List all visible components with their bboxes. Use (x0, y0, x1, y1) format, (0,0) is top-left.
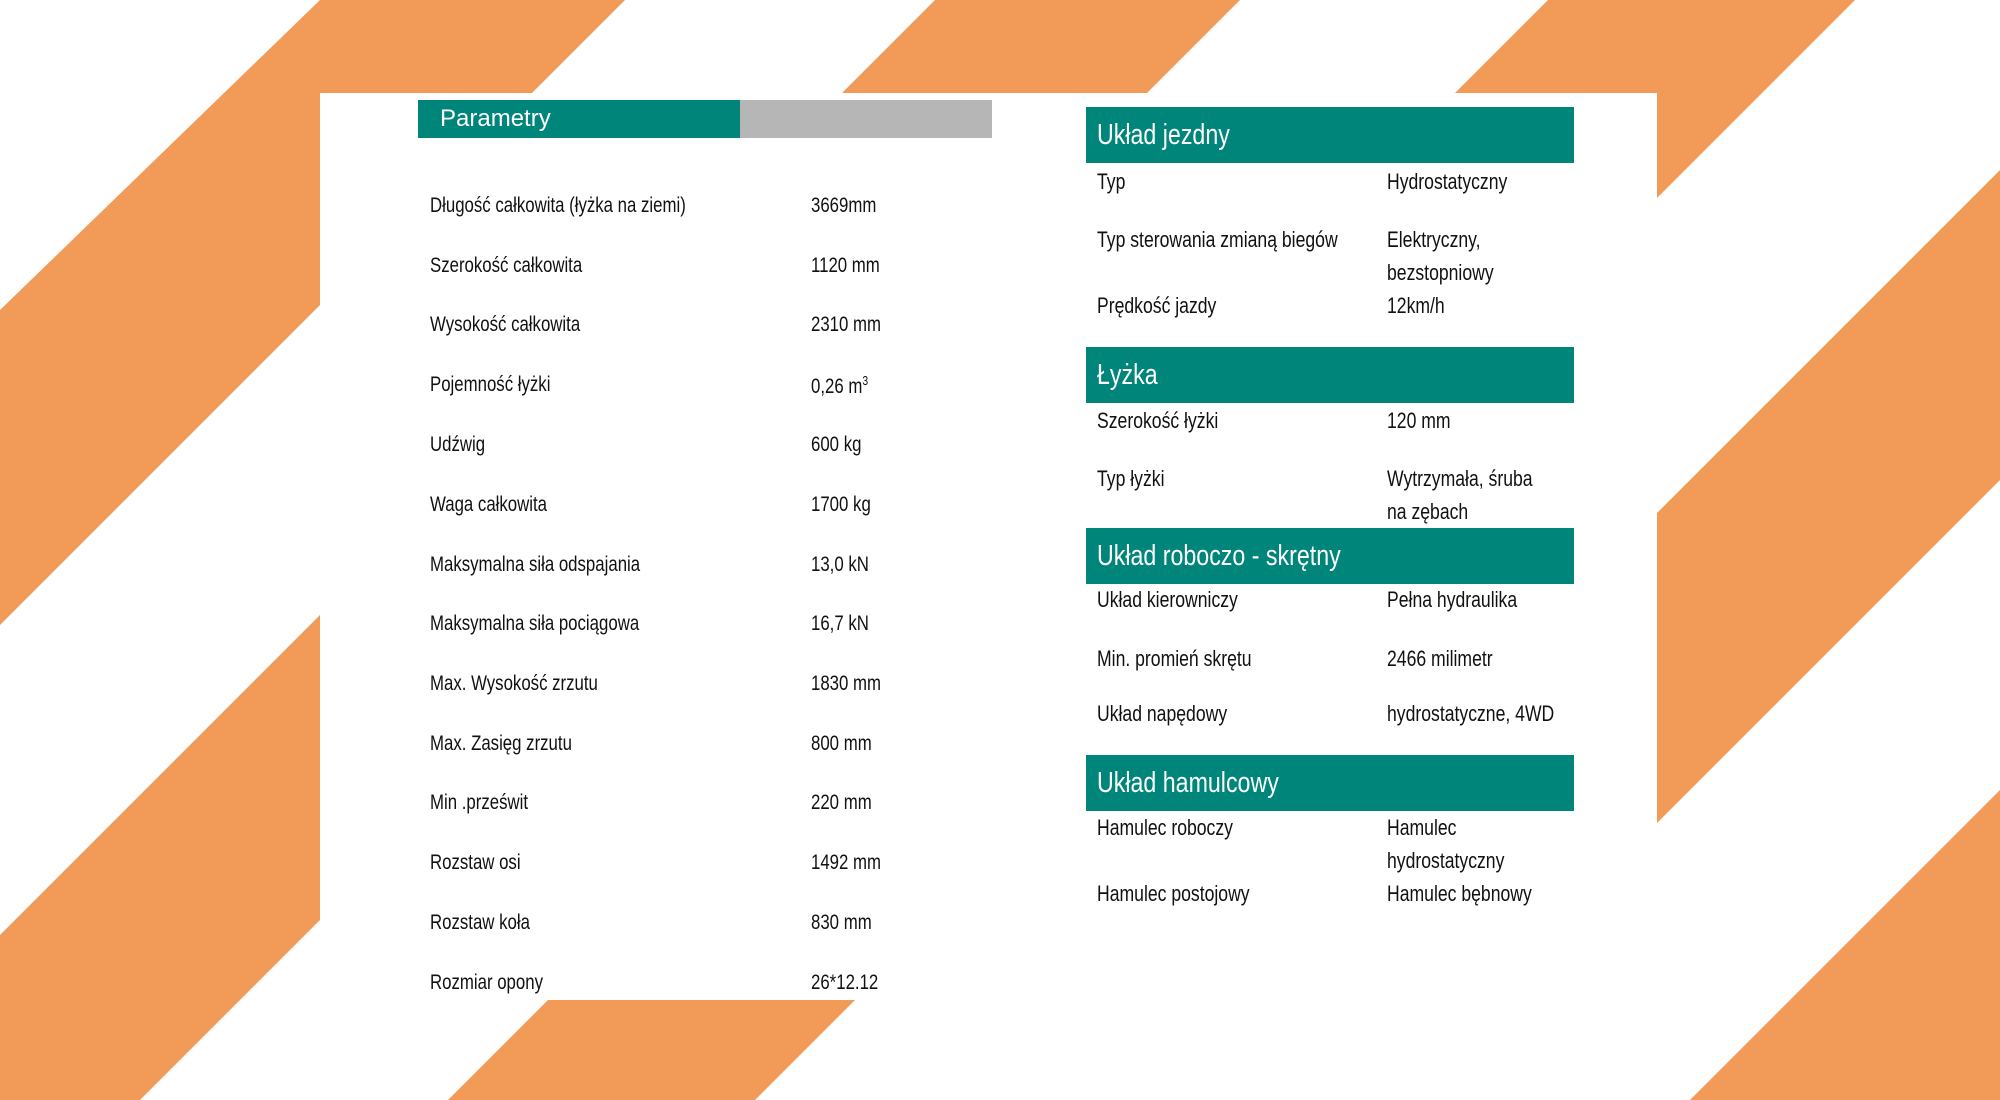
spec-row (430, 254, 990, 284)
spec-label: Typ sterowania zmianą biegów (1097, 227, 1338, 252)
spec-row (430, 791, 990, 821)
spec-value: 1492 mm (811, 851, 882, 874)
spec-label: Maksymalna siła pociągowa (430, 612, 640, 635)
spec-value: Wytrzymała, śruba na zębach (1387, 466, 1533, 524)
spec-value: 1830 mm (811, 672, 882, 695)
spec-label: Długość całkowita (łyżka na ziemi) (430, 194, 686, 217)
spec-value: Pełna hydraulika (1387, 587, 1518, 612)
spec-label: Maksymalna siła odspajania (430, 553, 641, 576)
spec-row (430, 911, 990, 941)
spec-label: Typ łyżki (1097, 466, 1165, 491)
section-title: Łyżka (1097, 359, 1158, 391)
spec-value: 1700 kg (811, 493, 871, 516)
spec-row (430, 313, 990, 343)
spec-label: Hamulec postojowy (1097, 881, 1250, 906)
spec-label: Hamulec roboczy (1097, 815, 1233, 840)
spec-label: Wysokość całkowita (430, 313, 581, 336)
spec-value: Elektryczny, bezstopniowy (1387, 227, 1494, 285)
spec-label: Pojemność łyżki (430, 373, 551, 396)
spec-row (430, 194, 990, 224)
parametry-title: Parametry (418, 100, 740, 138)
section-header-uklad-jezdny (1086, 107, 1574, 163)
spec-label: Prędkość jazdy (1097, 293, 1217, 318)
spec-row (430, 373, 990, 403)
spec-value: 1120 mm (811, 254, 880, 277)
spec-row (430, 553, 990, 583)
section-header-uklad-hamulcowy (1086, 755, 1574, 811)
spec-label: Max. Zasięg zrzutu (430, 732, 572, 755)
spec-row (430, 672, 990, 702)
spec-value: 600 kg (811, 433, 862, 456)
section-header-uklad-roboczo-skretny (1086, 528, 1574, 584)
spec-value: 830 mm (811, 911, 872, 934)
spec-label: Układ kierowniczy (1097, 587, 1238, 612)
spec-value: 2466 milimetr (1387, 646, 1493, 671)
spec-value: 800 mm (811, 732, 872, 755)
spec-label: Udźwig (430, 433, 486, 456)
spec-value: 16,7 kN (811, 612, 869, 635)
stripe (1690, 790, 2000, 1100)
spec-label: Rozmiar opony (430, 971, 543, 994)
spec-value: 3669mm (811, 194, 877, 217)
spec-row (430, 493, 990, 523)
spec-label: Szerokość całkowita (430, 254, 583, 277)
parametry-header-bar (740, 100, 992, 138)
spec-label: Max. Wysokość zrzutu (430, 672, 598, 695)
spec-value: Hamulec hydrostatyczny (1387, 815, 1505, 873)
spec-label: Min .prześwit (430, 791, 529, 814)
section-title: Układ hamulcowy (1097, 767, 1279, 799)
spec-value: 12km/h (1387, 293, 1445, 318)
spec-label: Rozstaw koła (430, 911, 530, 934)
spec-row (430, 732, 990, 762)
parametry-header (418, 100, 992, 138)
spec-value: hydrostatyczne, 4WD (1387, 701, 1555, 726)
spec-value: 220 mm (811, 791, 872, 814)
spec-value: 2310 mm (811, 313, 882, 336)
section-title: Układ jezdny (1097, 119, 1230, 151)
spec-label: Typ (1097, 169, 1126, 194)
spec-row (430, 433, 990, 463)
spec-row (430, 851, 990, 881)
spec-value: 13,0 kN (811, 553, 869, 576)
spec-label: Waga całkowita (430, 493, 548, 516)
spec-row (430, 612, 990, 642)
spec-label: Szerokość łyżki (1097, 408, 1219, 433)
spec-value: Hamulec bębnowy (1387, 881, 1532, 906)
spec-label: Rozstaw osi (430, 851, 521, 874)
spec-value: Hydrostatyczny (1387, 169, 1508, 194)
spec-value: 26*12.12 (811, 971, 879, 994)
spec-value: 120 mm (1387, 408, 1451, 433)
spec-label: Min. promień skrętu (1097, 646, 1252, 671)
spec-value-superscript: 3 (862, 373, 869, 388)
spec-row (430, 971, 990, 1001)
spec-label: Układ napędowy (1097, 701, 1228, 726)
section-header-lyzka (1086, 347, 1574, 403)
section-title: Układ roboczo - skrętny (1097, 540, 1341, 572)
spec-value: 0,26 m (811, 375, 863, 398)
